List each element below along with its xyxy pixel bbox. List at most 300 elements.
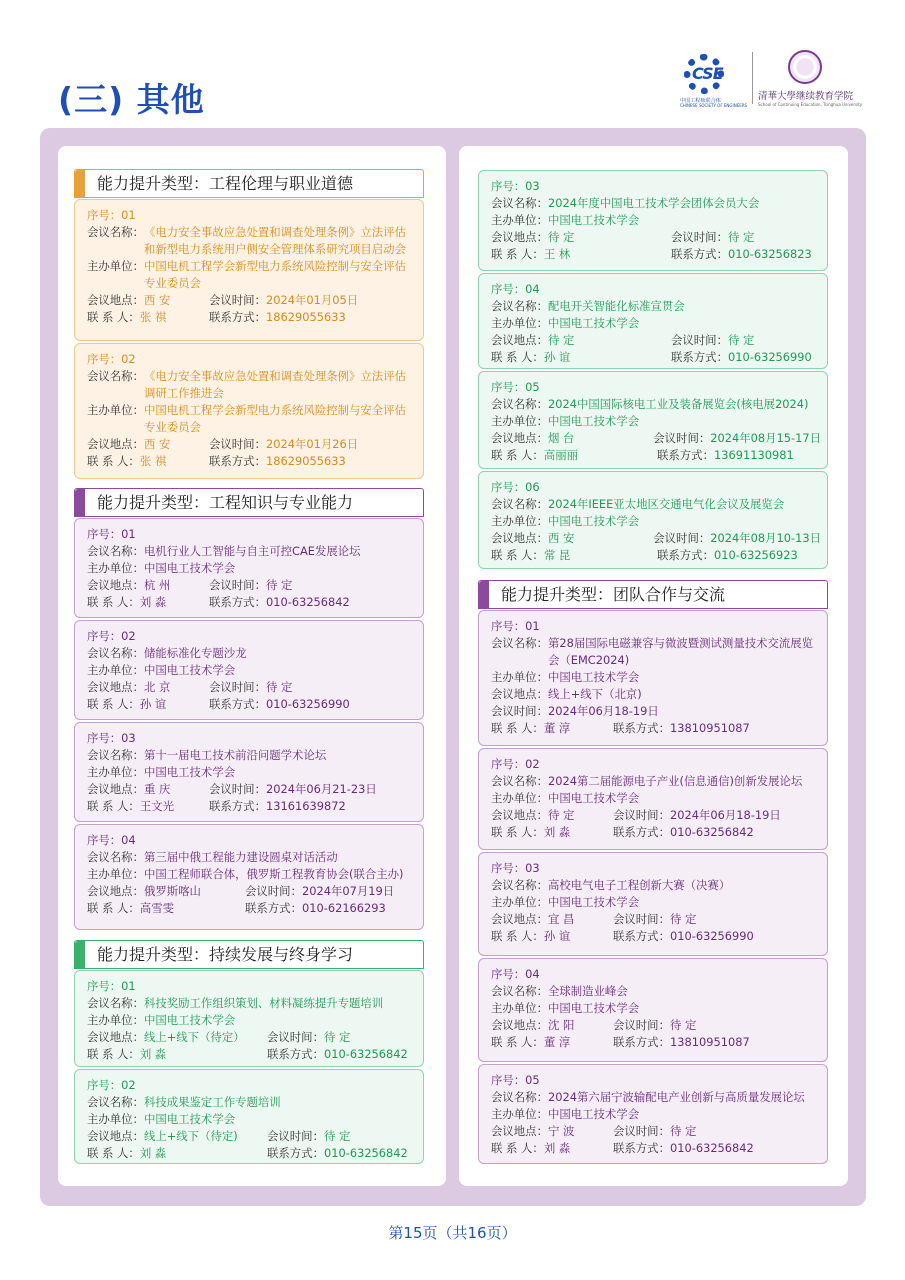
event-seq: 序号：04 <box>87 833 136 847</box>
event-time: 2024年07月19日 <box>301 884 395 898</box>
category-title: 能力提升类型：工程伦理与职业道德 <box>97 174 354 193</box>
event-organizer: 中国电工技术学会 <box>547 414 640 428</box>
event-organizer-label: 主办单位： <box>491 316 548 330</box>
event-time: 2024年06月18-19日 <box>547 704 659 718</box>
event-contact-cell <box>87 453 209 470</box>
event-time-cell <box>653 430 821 447</box>
tsinghua-logo-name: 清華大學继续教育学院 <box>758 91 854 102</box>
event-seq: 序号：01 <box>87 208 136 222</box>
event-phone: 010-63256842 <box>323 1047 408 1061</box>
event-phone-label: 联系方式： <box>209 454 266 468</box>
event-time-label: 会议时间： <box>653 531 711 545</box>
category-header-knowledge <box>74 488 424 517</box>
event-seq: 序号：06 <box>491 480 540 494</box>
event-contact-cell <box>491 447 657 464</box>
event-contact-label: 联 系 人： <box>87 595 140 609</box>
event-contact-row <box>87 453 417 470</box>
event-phone: 13810951087 <box>669 721 750 735</box>
event-card <box>74 722 424 822</box>
event-location: 待 定 <box>547 230 575 244</box>
event-time-cell <box>267 1029 350 1046</box>
event-location-row <box>491 686 821 703</box>
event-time-label: 会议时间： <box>209 782 266 796</box>
event-organizer-label: 主办单位： <box>491 895 548 909</box>
event-time-label: 会议时间： <box>613 808 670 822</box>
event-phone-label: 联系方式： <box>209 595 266 609</box>
event-organizer: 中国电工技术学会 <box>143 765 236 779</box>
event-seq: 序号：05 <box>491 1073 540 1087</box>
event-phone-label: 联系方式： <box>657 448 714 462</box>
event-location-time-row <box>87 1128 417 1145</box>
category-accent-bar <box>75 489 85 516</box>
event-contact-row <box>491 720 821 737</box>
event-contact-cell <box>491 1034 613 1051</box>
event-name-row <box>491 983 821 1000</box>
event-phone-label: 联系方式： <box>613 825 670 839</box>
event-card <box>74 824 424 930</box>
event-contact-label: 联 系 人： <box>491 825 544 839</box>
category-title: 能力提升类型：持续发展与终身学习 <box>97 945 354 964</box>
event-location-cell <box>491 1017 613 1034</box>
event-organizer-row <box>491 513 821 530</box>
event-name-label: 会议名称： <box>87 369 144 383</box>
event-organizer-label: 主办单位： <box>491 1001 548 1015</box>
event-organizer-row <box>491 413 821 430</box>
event-contact-cell <box>491 1140 613 1157</box>
event-time: 2024年08月15-17日 <box>710 431 821 445</box>
event-location-time-row <box>87 781 417 798</box>
event-organizer: 中国电工技术学会 <box>547 316 640 330</box>
event-contact-cell <box>87 696 209 713</box>
event-organizer: 中国电工技术学会 <box>143 1112 236 1126</box>
event-contact: 刘 淼 <box>139 1146 167 1160</box>
event-phone-cell <box>613 1034 750 1051</box>
event-location-time-row <box>491 1017 821 1034</box>
event-time: 2024年06月18-19日 <box>669 808 781 822</box>
event-time: 待 定 <box>669 912 697 926</box>
event-organizer-label: 主办单位： <box>87 1112 144 1126</box>
event-name-label: 会议名称： <box>87 225 144 239</box>
event-card <box>478 471 828 569</box>
event-organizer-row <box>87 866 417 883</box>
event-time-cell <box>613 1123 696 1140</box>
event-organizer-row <box>491 1000 821 1017</box>
category-accent-bar <box>479 581 489 608</box>
event-time-cell <box>209 679 292 696</box>
event-contact-cell <box>491 246 671 263</box>
event-card <box>478 748 828 850</box>
category-title: 能力提升类型：团队合作与交流 <box>501 585 726 604</box>
event-name-label: 会议名称： <box>491 636 548 650</box>
event-location-time-row <box>491 430 821 447</box>
event-name-row <box>87 849 417 866</box>
event-time: 2024年01月05日 <box>265 293 359 307</box>
event-name-label: 会议名称： <box>491 196 548 210</box>
event-time-cell <box>209 781 377 798</box>
event-location-label: 会议地点： <box>87 884 144 898</box>
event-card <box>478 170 828 271</box>
event-phone-label: 联系方式： <box>209 799 266 813</box>
event-location-time-row <box>491 911 821 928</box>
event-contact-cell <box>87 900 245 917</box>
event-contact-label: 联 系 人： <box>491 929 544 943</box>
event-location-label: 会议地点： <box>491 531 548 545</box>
event-organizer-row <box>87 402 417 436</box>
event-contact-cell <box>87 594 209 611</box>
event-contact-row <box>491 824 821 841</box>
event-name-row <box>491 635 821 669</box>
event-name-label: 会议名称： <box>491 1090 548 1104</box>
event-contact: 高雪雯 <box>139 901 174 915</box>
event-organizer-label: 主办单位： <box>87 765 144 779</box>
event-contact-label: 联 系 人： <box>87 1047 140 1061</box>
event-organizer: 中国电工技术学会 <box>547 1001 640 1015</box>
event-phone: 010-63256923 <box>713 548 798 562</box>
event-contact: 孙 谊 <box>139 697 167 711</box>
event-location: 待 定 <box>547 808 575 822</box>
event-card <box>478 273 828 369</box>
event-location-cell <box>491 332 671 349</box>
event-contact-cell <box>87 1145 267 1162</box>
event-phone: 010-63256990 <box>727 350 812 364</box>
event-time-cell <box>613 1017 696 1034</box>
event-name-label: 会议名称： <box>87 850 144 864</box>
event-name: 配电开关智能化标准宣贯会 <box>547 299 685 313</box>
event-name-row <box>491 773 821 790</box>
event-phone-label: 联系方式： <box>613 721 670 735</box>
event-organizer-label: 主办单位： <box>491 670 548 684</box>
event-location: 西 安 <box>143 293 171 307</box>
event-location-time-row <box>491 1123 821 1140</box>
event-location-time-row <box>491 530 821 547</box>
event-time-cell <box>267 1128 350 1145</box>
event-organizer: 中国电工技术学会 <box>547 791 640 805</box>
event-contact-row <box>491 928 821 945</box>
event-seq: 序号：02 <box>87 352 136 366</box>
event-location-label: 会议地点： <box>87 293 144 307</box>
event-organizer-row <box>87 764 417 781</box>
event-contact-label: 联 系 人： <box>491 448 544 462</box>
event-name: 科技成果鉴定工作专题培训 <box>143 1095 281 1109</box>
event-contact-label: 联 系 人： <box>491 350 544 364</box>
event-time: 2024年06月21-23日 <box>265 782 377 796</box>
event-location: 西 安 <box>143 437 171 451</box>
event-name: 2024第六届宁波输配电产业创新与高质量发展论坛 <box>547 1090 805 1104</box>
event-time-cell <box>671 332 754 349</box>
event-name-label: 会议名称： <box>491 984 548 998</box>
event-card <box>74 970 424 1067</box>
event-phone-label: 联系方式： <box>671 247 728 261</box>
event-location-cell <box>87 781 209 798</box>
event-name-row <box>87 747 417 764</box>
event-name-row <box>491 298 821 315</box>
event-location: 宜 昌 <box>547 912 575 926</box>
event-seq: 序号：04 <box>491 967 540 981</box>
event-name-row <box>491 1089 821 1106</box>
event-location-time-row <box>87 292 417 309</box>
event-seq: 序号：03 <box>491 861 540 875</box>
event-location-time-row <box>491 332 821 349</box>
event-name-label: 会议名称： <box>87 544 144 558</box>
event-contact-row <box>491 447 821 464</box>
event-time: 待 定 <box>669 1018 697 1032</box>
event-contact-row <box>491 1140 821 1157</box>
event-phone: 010-63256842 <box>669 825 754 839</box>
event-time-label: 会议时间： <box>267 1030 324 1044</box>
event-location-cell <box>87 577 209 594</box>
event-organizer-row <box>87 662 417 679</box>
event-contact-label: 联 系 人： <box>87 901 140 915</box>
event-phone: 010-63256842 <box>265 595 350 609</box>
category-header-lifelong <box>74 940 424 969</box>
event-name: 《电力安全事故应急处置和调查处理条例》立法评估调研工作推进会 <box>143 369 406 400</box>
event-organizer-row <box>491 669 821 686</box>
event-phone-label: 联系方式： <box>245 901 302 915</box>
event-time-label: 会议时间： <box>267 1129 324 1143</box>
event-time-label: 会议时间： <box>613 1018 670 1032</box>
event-phone: 010-63256990 <box>669 929 754 943</box>
cse-logo <box>680 50 746 108</box>
event-phone: 010-63256842 <box>323 1146 408 1160</box>
event-phone-cell <box>657 447 794 464</box>
event-contact-row <box>87 1046 417 1063</box>
event-phone-cell <box>209 696 350 713</box>
event-location-label: 会议地点： <box>491 912 548 926</box>
event-time-cell <box>613 911 696 928</box>
event-name: 高校电气电子工程创新大赛（决赛） <box>547 878 731 892</box>
event-contact-label: 联 系 人： <box>87 454 140 468</box>
event-organizer-row <box>87 258 417 292</box>
event-location-label: 会议地点： <box>491 687 548 701</box>
event-phone-cell <box>209 594 350 611</box>
event-contact-label: 联 系 人： <box>87 310 140 324</box>
event-time-cell <box>209 577 292 594</box>
event-contact-label: 联 系 人： <box>87 697 140 711</box>
event-contact: 王文光 <box>139 799 174 813</box>
event-time: 待 定 <box>669 1124 697 1138</box>
event-phone: 18629055633 <box>265 310 346 324</box>
event-card <box>478 371 828 469</box>
event-location-cell <box>87 1029 267 1046</box>
event-name-row <box>87 1094 417 1111</box>
event-contact: 高丽丽 <box>543 448 578 462</box>
event-seq: 序号：02 <box>87 1078 136 1092</box>
event-card <box>74 620 424 720</box>
event-card <box>478 1064 828 1164</box>
event-name-label: 会议名称： <box>491 397 548 411</box>
event-phone-label: 联系方式： <box>657 548 714 562</box>
event-name-label: 会议名称： <box>87 646 144 660</box>
event-contact: 张 祺 <box>139 454 167 468</box>
event-location-label: 会议地点： <box>87 1129 144 1143</box>
event-phone-label: 联系方式： <box>209 697 266 711</box>
event-location-label: 会议地点： <box>491 1124 548 1138</box>
event-time-label: 会议时间： <box>491 704 548 718</box>
event-contact-row <box>87 696 417 713</box>
event-name-label: 会议名称： <box>491 774 548 788</box>
event-seq: 序号：03 <box>491 179 540 193</box>
event-name-row <box>491 496 821 513</box>
event-organizer-label: 主办单位： <box>87 867 144 881</box>
event-name: 2024年度中国电工技术学会团体会员大会 <box>547 196 760 210</box>
event-organizer-label: 主办单位： <box>87 663 144 677</box>
event-contact: 董 淳 <box>543 1035 571 1049</box>
category-header-team <box>478 580 828 609</box>
event-phone: 18629055633 <box>265 454 346 468</box>
event-name-row <box>491 195 821 212</box>
event-location-label: 会议地点： <box>491 431 548 445</box>
event-organizer-label: 主办单位： <box>87 561 144 575</box>
event-card <box>478 852 828 956</box>
event-organizer: 中国电工技术学会 <box>143 561 236 575</box>
event-name-row <box>87 224 417 258</box>
event-organizer: 中国电工技术学会 <box>547 1107 640 1121</box>
event-phone-cell <box>209 798 346 815</box>
event-location: 俄罗斯喀山 <box>143 884 201 898</box>
event-contact-cell <box>87 1046 267 1063</box>
event-location: 宁 波 <box>547 1124 575 1138</box>
event-contact: 刘 淼 <box>543 1141 571 1155</box>
category-accent-bar <box>75 170 85 197</box>
tsinghua-logo-subtitle: School of Continuing Education, Tsinghua University <box>758 102 863 107</box>
event-location-label: 会议地点： <box>87 578 144 592</box>
event-location-label: 会议地点： <box>87 437 144 451</box>
tsinghua-seal-icon <box>788 50 822 84</box>
event-phone-cell <box>613 928 754 945</box>
event-organizer-row <box>87 1012 417 1029</box>
event-phone: 13161639872 <box>265 799 346 813</box>
cse-logo-caption-en: CHINESE SOCIETY OF ENGINEERS <box>680 103 748 108</box>
event-location-cell <box>491 530 653 547</box>
event-phone-label: 联系方式： <box>267 1146 324 1160</box>
event-seq: 序号：05 <box>491 380 540 394</box>
event-seq: 序号：01 <box>87 979 136 993</box>
event-organizer-label: 主办单位： <box>491 213 548 227</box>
event-time: 待 定 <box>727 333 755 347</box>
event-phone-cell <box>267 1046 408 1063</box>
event-location-label: 会议地点： <box>87 1030 144 1044</box>
event-phone-cell <box>671 349 812 366</box>
event-location: 沈 阳 <box>547 1018 575 1032</box>
event-phone-label: 联系方式： <box>267 1047 324 1061</box>
event-organizer: 中国电机工程学会新型电力系统风险控制与安全评估专业委员会 <box>143 259 406 290</box>
event-phone-label: 联系方式： <box>613 1035 670 1049</box>
event-contact: 常 昆 <box>543 548 571 562</box>
event-location-time-row <box>491 229 821 246</box>
event-time-label: 会议时间： <box>209 578 266 592</box>
event-contact: 董 淳 <box>543 721 571 735</box>
event-time-label: 会议时间： <box>613 1124 670 1138</box>
category-accent-bar <box>75 941 85 968</box>
event-organizer: 中国电工技术学会 <box>547 514 640 528</box>
event-location-cell <box>491 807 613 824</box>
event-location: 重 庆 <box>143 782 171 796</box>
event-name-row <box>87 368 417 402</box>
event-organizer-label: 主办单位： <box>491 514 548 528</box>
event-location-label: 会议地点： <box>87 680 144 694</box>
event-contact-row <box>491 1034 821 1051</box>
event-seq: 序号：03 <box>87 731 136 745</box>
event-location-cell <box>87 679 209 696</box>
event-contact-label: 联 系 人： <box>491 1035 544 1049</box>
event-location-cell <box>87 883 245 900</box>
event-phone-cell <box>613 824 754 841</box>
event-phone: 13810951087 <box>669 1035 750 1049</box>
event-phone-cell <box>657 547 798 564</box>
event-phone-cell <box>209 453 346 470</box>
category-header-ethics <box>74 169 424 198</box>
header-logos <box>680 48 863 110</box>
event-time-cell <box>209 292 358 309</box>
event-contact-cell <box>87 309 209 326</box>
event-time-cell <box>671 229 754 246</box>
event-card <box>74 343 424 479</box>
event-time-label: 会议时间： <box>245 884 302 898</box>
event-seq: 序号：04 <box>491 282 540 296</box>
event-location-cell <box>491 1123 613 1140</box>
event-name-label: 会议名称： <box>491 299 548 313</box>
event-location-cell <box>87 292 209 309</box>
event-phone: 010-63256823 <box>727 247 812 261</box>
event-name: 储能标准化专题沙龙 <box>143 646 247 660</box>
event-organizer: 中国电工技术学会 <box>547 895 640 909</box>
event-name: 《电力安全事故应急处置和调查处理条例》立法评估和新型电力系统用户侧安全管理体系研究项目启动会 <box>143 225 406 256</box>
event-contact-row <box>87 798 417 815</box>
event-time-cell <box>613 807 781 824</box>
event-contact-label: 联 系 人： <box>87 1146 140 1160</box>
event-organizer-label: 主办单位： <box>87 403 144 417</box>
event-phone-cell <box>267 1145 408 1162</box>
event-name-row <box>87 995 417 1012</box>
event-time-label: 会议时间： <box>209 293 266 307</box>
event-contact-label: 联 系 人： <box>491 1141 544 1155</box>
event-organizer: 中国电工技术学会 <box>547 213 640 227</box>
event-contact-cell <box>491 928 613 945</box>
event-name: 电机行业人工智能与自主可控CAE发展论坛 <box>143 544 361 558</box>
event-card <box>74 518 424 618</box>
event-phone: 010-63256842 <box>669 1141 754 1155</box>
event-organizer-row <box>87 1111 417 1128</box>
event-name-label: 会议名称： <box>87 1095 144 1109</box>
event-time-label: 会议时间： <box>671 230 728 244</box>
event-location-time-row <box>87 679 417 696</box>
event-location: 西 安 <box>547 531 575 545</box>
event-contact: 王 林 <box>543 247 571 261</box>
event-location-label: 会议地点： <box>491 333 548 347</box>
cse-logo-caption: 中国工程师联合体 <box>680 97 721 104</box>
event-location: 线上+线下（待定） <box>143 1030 245 1044</box>
event-time: 待 定 <box>727 230 755 244</box>
event-time-row <box>491 703 821 720</box>
event-time-label: 会议时间： <box>613 912 670 926</box>
event-seq: 序号：02 <box>491 757 540 771</box>
event-location: 线上+线下（待定) <box>143 1129 238 1143</box>
event-organizer-row <box>491 315 821 332</box>
page-title: (三) 其他 <box>58 80 205 119</box>
event-name-row <box>491 877 821 894</box>
event-location-label: 会议地点： <box>491 230 548 244</box>
category-title: 能力提升类型：工程知识与专业能力 <box>97 493 354 512</box>
event-location-label: 会议地点： <box>87 782 144 796</box>
event-location-cell <box>491 911 613 928</box>
event-name-label: 会议名称： <box>87 996 144 1010</box>
event-location-time-row <box>87 883 417 900</box>
event-contact: 刘 淼 <box>139 1047 167 1061</box>
logo-divider <box>752 52 753 104</box>
event-time-cell <box>209 436 358 453</box>
event-contact-label: 联 系 人： <box>87 799 140 813</box>
event-organizer-row <box>87 560 417 577</box>
